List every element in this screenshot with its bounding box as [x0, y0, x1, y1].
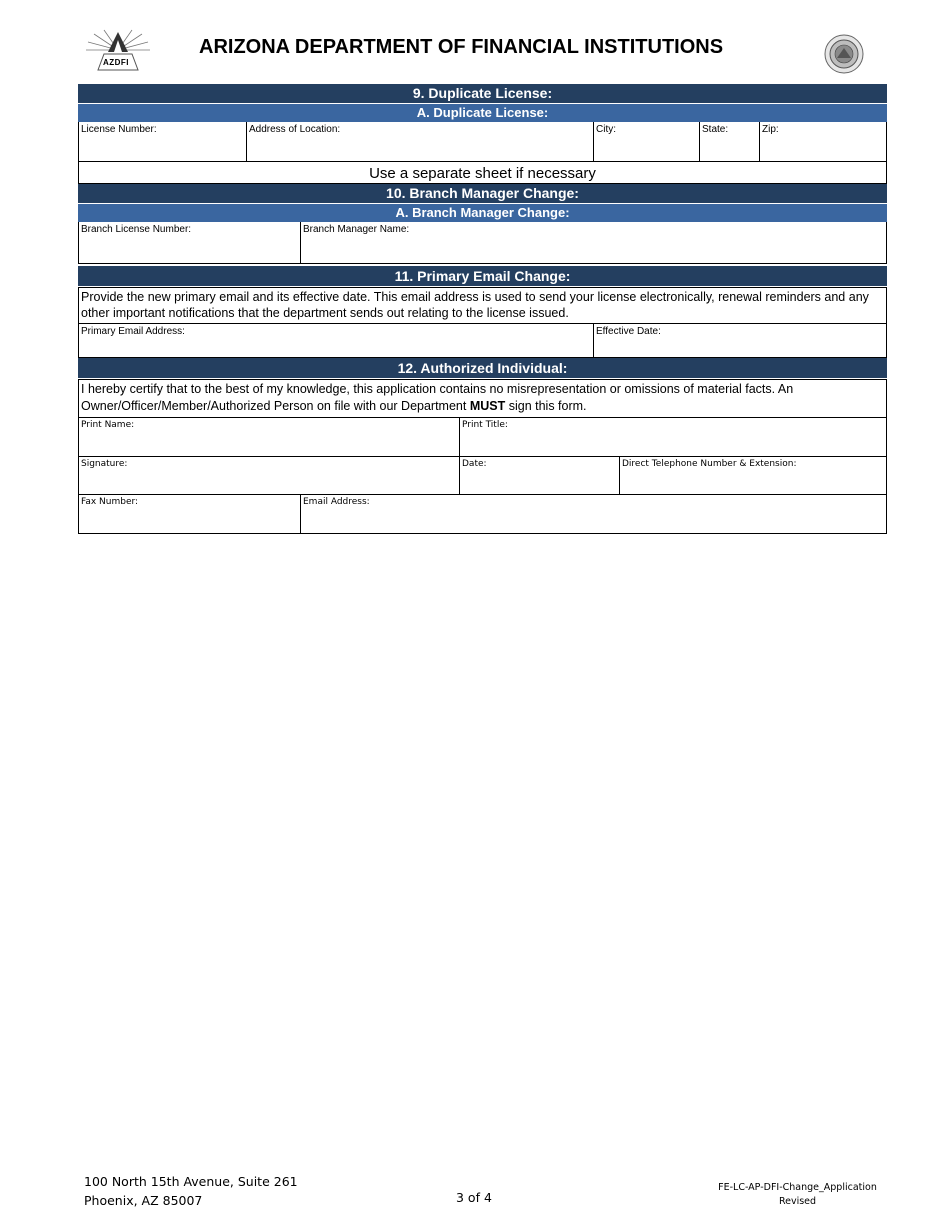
page-number: 3 of 4	[456, 1190, 492, 1205]
print-title-label: Print Title:	[462, 420, 508, 430]
fax-email-row	[78, 495, 887, 534]
section-9a-header: A. Duplicate License:	[78, 104, 887, 122]
license-number-label: License Number:	[81, 124, 157, 135]
print-name-field[interactable]	[79, 418, 460, 456]
zip-field[interactable]	[760, 122, 886, 161]
signature-label: Signature:	[81, 459, 128, 469]
signature-field[interactable]	[79, 457, 460, 494]
direct-telephone-field[interactable]	[620, 457, 886, 494]
print-name-row	[78, 418, 887, 457]
form-code	[700, 1181, 895, 1209]
section-9-header: 9. Duplicate License:	[78, 84, 887, 104]
change-application-form	[78, 84, 887, 534]
branch-manager-name-field[interactable]	[301, 222, 886, 263]
print-title-field[interactable]	[460, 418, 886, 456]
branch-license-number-label: Branch License Number:	[81, 224, 192, 235]
fax-label: Fax Number:	[81, 497, 139, 507]
page-title: ARIZONA DEPARTMENT OF FINANCIAL INSTITUTIONS	[199, 36, 724, 58]
telephone-label: Direct Telephone Number & Extension:	[622, 459, 797, 469]
email-address-field[interactable]	[301, 495, 886, 533]
city-label: City:	[596, 124, 616, 135]
email-change-description: Provide the new primary email and its effective date. This email address is used to send your license electronically, renewal reminders and any other important notifications that the department sends out relating to the license issued.	[78, 287, 887, 324]
footer-address-line2: Phoenix, AZ 85007	[84, 1193, 203, 1208]
branch-license-number-field[interactable]	[79, 222, 301, 263]
branch-manager-row	[78, 222, 887, 264]
email-label: Email Address:	[303, 497, 370, 507]
certification-text-part2: sign this form.	[505, 399, 587, 413]
form-revision-line: Revised	[778, 1196, 817, 1207]
branch-manager-name-label: Branch Manager Name:	[303, 224, 410, 235]
section-10a-header: A. Branch Manager Change:	[78, 204, 887, 222]
primary-email-label: Primary Email Address:	[81, 326, 185, 337]
footer-address-line1: 100 North 15th Avenue, Suite 261	[84, 1174, 298, 1189]
section-11-header: 11. Primary Email Change:	[78, 266, 887, 287]
address-label: Address of Location:	[249, 124, 341, 135]
city-field[interactable]	[594, 122, 700, 161]
state-field[interactable]	[700, 122, 760, 161]
date-label: Date:	[462, 459, 487, 469]
logo-text: AZDFI	[102, 58, 130, 67]
address-of-location-field[interactable]	[247, 122, 594, 161]
state-label: State:	[702, 124, 729, 135]
effective-date-field[interactable]	[594, 324, 886, 357]
fax-number-field[interactable]	[79, 495, 301, 533]
state-seal-icon	[824, 34, 864, 74]
separate-sheet-note: Use a separate sheet if necessary	[78, 164, 887, 184]
footer-address	[84, 1172, 298, 1210]
duplicate-license-row	[78, 122, 887, 162]
certification-text-part1: I hereby certify that to the best of my knowledge, this application contains no misrepresentation or omissions of material facts. An Owner/Officer/Member/Authorized Person on file with our Department	[81, 382, 794, 413]
date-field[interactable]	[460, 457, 620, 494]
primary-email-row	[78, 324, 887, 358]
section-12-header: 12. Authorized Individual:	[78, 358, 887, 379]
signature-row	[78, 457, 887, 495]
certification-text	[78, 379, 887, 418]
license-number-field[interactable]	[79, 122, 247, 161]
effective-date-label: Effective Date:	[596, 326, 661, 337]
zip-label: Zip:	[762, 124, 779, 135]
azdfi-logo	[84, 28, 152, 72]
form-code-line: FE-LC-AP-DFI-Change_Application	[718, 1182, 877, 1193]
print-name-label: Print Name:	[81, 420, 135, 430]
primary-email-address-field[interactable]	[79, 324, 594, 357]
section-10-header: 10. Branch Manager Change:	[78, 184, 887, 204]
certification-must: MUST	[469, 399, 506, 413]
